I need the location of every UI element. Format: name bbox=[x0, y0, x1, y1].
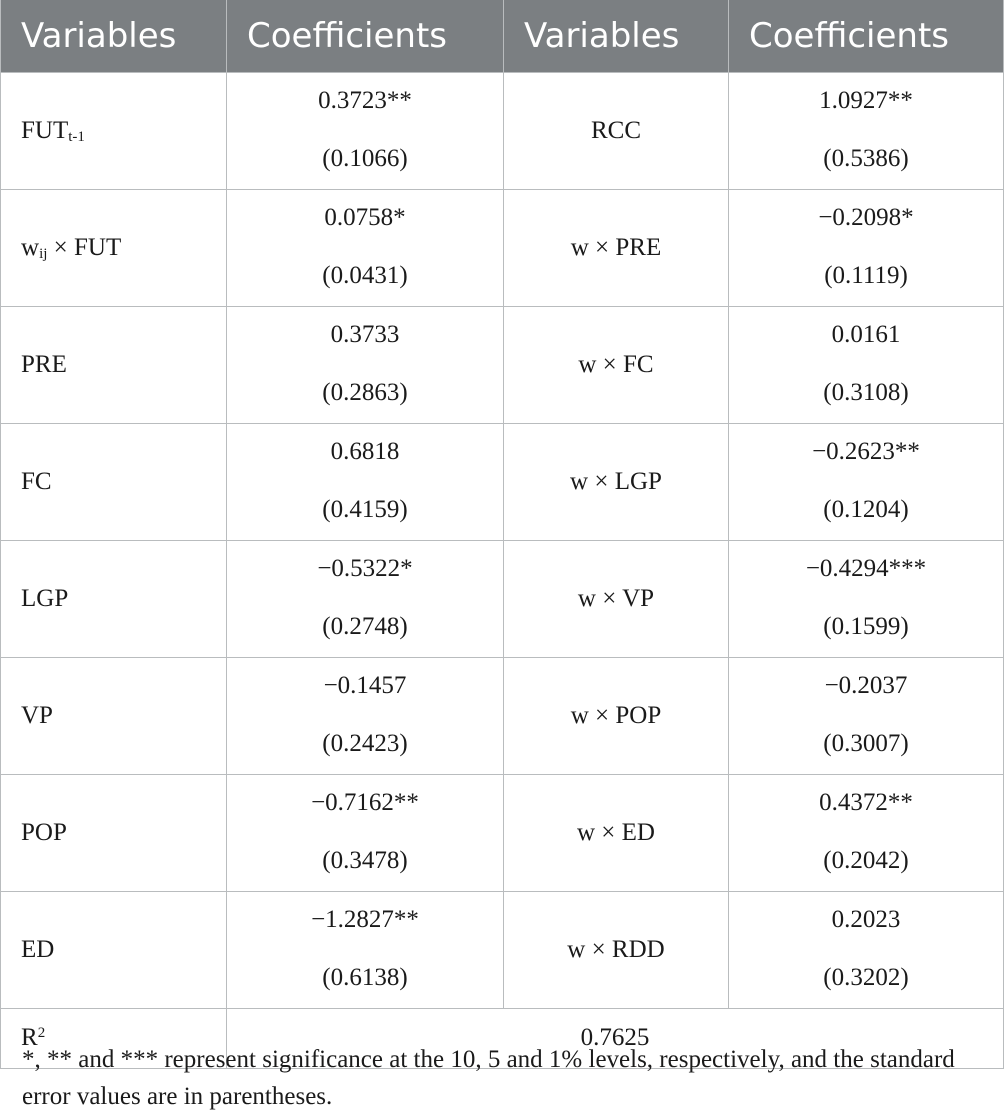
table-row bbox=[1, 189, 1004, 306]
standard-error: (0.3108) bbox=[823, 378, 909, 406]
table-row bbox=[1, 891, 1004, 1008]
variable-cell: ED bbox=[1, 891, 227, 1008]
table-footnote: *, ** and *** represent significance at the 10, 5 and 1% levels, respectively, and the standard error values are in parentheses. bbox=[22, 1046, 955, 1110]
variable-cell: $FUT_{t-1}$ bbox=[1, 72, 227, 189]
variable-cell: $w_{ij}$ × FUT bbox=[1, 189, 227, 306]
coefficient-value: 0.2023 bbox=[831, 905, 901, 933]
variable-cell: w × ED bbox=[504, 774, 729, 891]
coefficient-value: −0.2623** bbox=[812, 437, 920, 465]
coefficient-value: −0.2098* bbox=[818, 203, 914, 231]
table-row bbox=[1, 306, 1004, 423]
variable-cell: w × LGP bbox=[504, 423, 729, 540]
coefficient-cell bbox=[227, 891, 504, 1008]
table-row bbox=[1, 423, 1004, 540]
standard-error: (0.1599) bbox=[823, 612, 909, 640]
coefficient-cell bbox=[729, 72, 1004, 189]
standard-error: (0.3007) bbox=[823, 729, 909, 757]
coefficient-cell bbox=[227, 189, 504, 306]
variable-cell: w × POP bbox=[504, 657, 729, 774]
coefficient-value: 0.6818 bbox=[330, 437, 400, 465]
header-coefficients-right: Coefficients bbox=[729, 0, 1004, 72]
coefficient-value: 1.0927** bbox=[819, 86, 913, 114]
header-variables-right: Variables bbox=[504, 0, 729, 72]
standard-error: (0.2042) bbox=[823, 846, 909, 874]
standard-error: (0.4159) bbox=[322, 495, 408, 523]
variable-cell: RCC bbox=[504, 72, 729, 189]
coefficient-value: −0.7162** bbox=[311, 788, 419, 816]
coefficient-value: −1.2827** bbox=[311, 905, 419, 933]
variable-cell: POP bbox=[1, 774, 227, 891]
coefficient-cell bbox=[729, 306, 1004, 423]
coefficient-cell bbox=[729, 657, 1004, 774]
coefficient-cell bbox=[227, 657, 504, 774]
standard-error: (0.2748) bbox=[322, 612, 408, 640]
variable-cell: w × FC bbox=[504, 306, 729, 423]
table-row bbox=[1, 72, 1004, 189]
coefficient-cell bbox=[729, 891, 1004, 1008]
standard-error: (0.2863) bbox=[322, 378, 408, 406]
coefficient-value: 0.0161 bbox=[831, 320, 901, 348]
standard-error: (0.3478) bbox=[322, 846, 408, 874]
variable-cell: VP bbox=[1, 657, 227, 774]
r-squared-value: 0.7625 bbox=[227, 1008, 1004, 1068]
table-row bbox=[1, 540, 1004, 657]
standard-error: (0.1119) bbox=[824, 261, 908, 289]
variable-cell: w × RDD bbox=[504, 891, 729, 1008]
coefficient-value: 0.3733 bbox=[330, 320, 400, 348]
coefficient-cell bbox=[227, 774, 504, 891]
coefficient-cell bbox=[227, 540, 504, 657]
coefficient-value: −0.5322* bbox=[317, 554, 413, 582]
variable-cell: LGP bbox=[1, 540, 227, 657]
coefficient-cell bbox=[729, 540, 1004, 657]
r-squared-label: $R^2$ bbox=[1, 1008, 227, 1068]
coefficient-value: 0.3723** bbox=[318, 86, 412, 114]
coefficient-value: 0.0758* bbox=[324, 203, 406, 231]
coefficient-cell bbox=[227, 72, 504, 189]
table-header-row bbox=[1, 0, 1004, 72]
coefficient-value: 0.4372** bbox=[819, 788, 913, 816]
table-row bbox=[1, 657, 1004, 774]
standard-error: (0.5386) bbox=[823, 144, 909, 172]
header-variables-left: Variables bbox=[1, 0, 227, 72]
coefficient-cell bbox=[729, 774, 1004, 891]
coefficient-cell bbox=[729, 189, 1004, 306]
variable-cell: PRE bbox=[1, 306, 227, 423]
variable-cell: w × PRE bbox=[504, 189, 729, 306]
standard-error: (0.6138) bbox=[322, 963, 408, 991]
variable-cell: FC bbox=[1, 423, 227, 540]
standard-error: (0.1204) bbox=[823, 495, 909, 523]
coefficient-cell bbox=[227, 306, 504, 423]
header-coefficients-left: Coefficients bbox=[227, 0, 504, 72]
standard-error: (0.1066) bbox=[322, 144, 408, 172]
coefficient-cell bbox=[729, 423, 1004, 540]
variable-cell: w × VP bbox=[504, 540, 729, 657]
coefficient-cell bbox=[227, 423, 504, 540]
standard-error: (0.2423) bbox=[322, 729, 408, 757]
coefficient-value: −0.1457 bbox=[323, 671, 407, 699]
coefficient-value: −0.2037 bbox=[824, 671, 908, 699]
standard-error: (0.0431) bbox=[322, 261, 408, 289]
table-row bbox=[1, 774, 1004, 891]
coefficient-value: −0.4294*** bbox=[805, 554, 927, 582]
standard-error: (0.3202) bbox=[823, 963, 909, 991]
